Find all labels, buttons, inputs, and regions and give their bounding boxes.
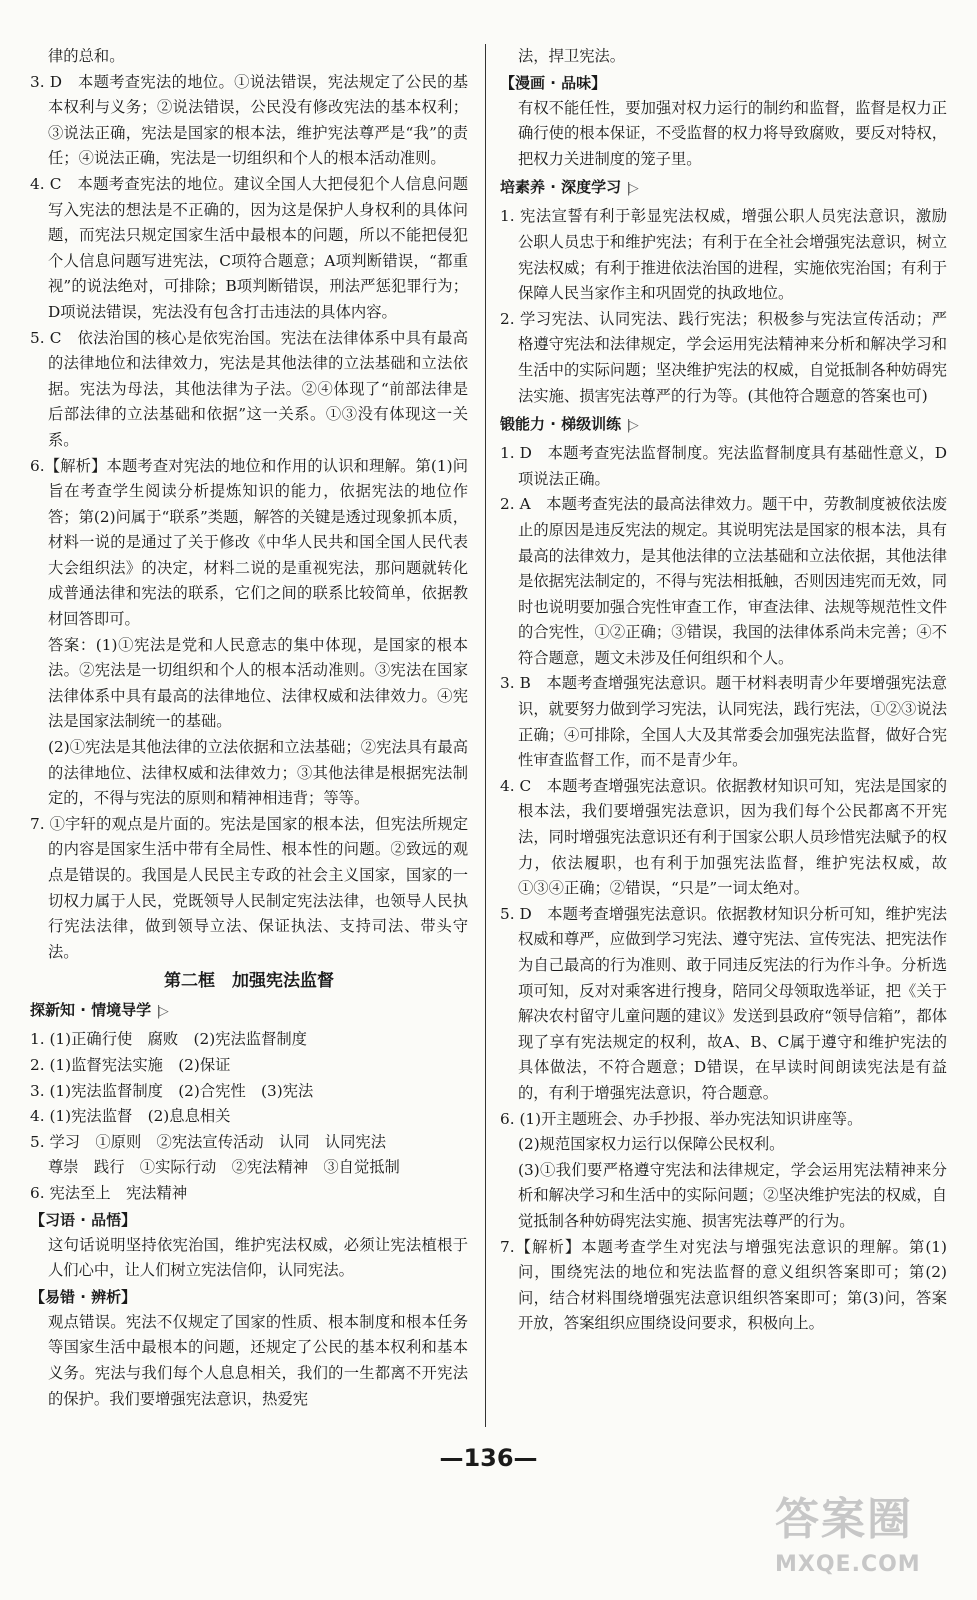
fill-item: 3. (1)宪法监督制度 (2)合宪性 (3)宪法 <box>30 1081 314 1100</box>
left-column <box>30 44 468 1412</box>
box-text: 观点错误。宪法不仅规定了国家的性质、根本制度和根本任务等国家生活中最根本的问题，还规定了公民的基本权利和基本义务。宪法与我们每个人息息相关，我们的一生都离不开宪法的保护。我们要增强宪法意识，热爱宪 <box>48 1312 468 1408</box>
fill-item: 5. 学习 ①原则 ②宪法宣传活动 认同 认同宪法 <box>30 1132 386 1151</box>
answer-item: 4. C 本题考查宪法的地位。建议全国人大把侵犯个人信息问题写入宪法的想法是不正确的，因为这是保护人身权利的具体问题，而宪法只规定国家生活中最根本的问题，所以不能把侵犯个人信息问题写进宪法，C项符合题意；A项判断错误，“都重视”的说法绝对，可排除；B项判断错误，刑法严惩犯罪行为；D项说法错误，宪法没有包含打击违法的具体内容。 <box>30 174 468 321</box>
answer-text: (2)①宪法是其他法律的立法依据和立法基础；②宪法具有最高的法律地位、法律权威和法律效力；③其他法律是根据宪法制定的，不得与宪法的原则和精神相违背；等等。 <box>48 738 468 808</box>
page-number: —136— <box>439 1444 538 1472</box>
section-heading-label: 锻能力 · 梯级训练 <box>500 415 622 434</box>
box-text: 这句话说明坚持依宪治国，维护宪法权威，必须让宪法植根于人们心中，让人们树立宪法信仰，认同宪法。 <box>48 1235 468 1280</box>
answer-item: 2. A 本题考查宪法的最高法律效力。题干中，劳教制度被依法废止的原因是违反宪法的规定。其说明宪法是国家的根本法，具有最高的法律效力，是其他法律的立法基础和立法依据，其他法律是依据宪法制定的，不得与宪法相抵触，否则因违宪而无效，同时也说明要加强合宪性审查工作，审查法律、法规等规范性文件的合宪性，①②正确；③错误，我国的法律体系尚未完善；④不符合题意，题文未涉及任何组织和个人。 <box>500 495 947 667</box>
right-column <box>500 44 947 1337</box>
fill-item: 尊崇 践行 ①实际行动 ②宪法精神 ③自觉抵制 <box>48 1158 400 1177</box>
arrow-icon: |▷ <box>626 181 637 197</box>
section-heading <box>500 411 947 439</box>
answer-item: 6. (1)开主题班会、办手抄报、举办宪法知识讲座等。 <box>500 1109 863 1128</box>
answer-item: 5. C 依法治国的核心是依宪治国。宪法在法律体系中具有最高的法律地位和法律效力，宪法是其他法律的立法基础和立法依据。宪法为母法，其他法律为子法。②④体现了“前部法律是后部法律的立法基础和依据”这一关系。①③没有体现这一关系。 <box>30 328 468 449</box>
answer-text: 答案：(1)①宪法是党和人民意志的集中体现，是国家的根本法。②宪法是一切组织和个人的根本活动准则。③宪法在国家法律体系中具有最高的法律地位、法律权威和法律效力。④宪法是国家法制统一的基础。 <box>48 635 468 731</box>
answer-item: 2. 学习宪法、认同宪法、践行宪法；积极参与宪法宣传活动；严格遵守宪法和法律规定，学会运用宪法精神来分析和解决学习和生活中的实际问题；坚决维护宪法的权威，自觉抵制各种妨碍宪法实施、损害宪法尊严的行为等。(其他符合题意的答案也可) <box>500 309 947 405</box>
answer-text: (3)①我们要严格遵守宪法和法律规定，学会运用宪法精神来分析和解决学习和生活中的实际问题；②坚决维护宪法的权威，自觉抵制各种妨碍宪法实施、损害宪法尊严的行为。 <box>518 1160 947 1230</box>
box-heading: 【习语 · 品悟】 <box>30 1210 137 1229</box>
section-heading-label: 培素养 · 深度学习 <box>500 178 622 197</box>
box-heading: 【漫画 · 品味】 <box>500 73 607 92</box>
answer-item: 7.【解析】本题考查学生对宪法与增强宪法意识的理解。第(1)问，围绕宪法的地位和宪法监督的意义组织答案即可；第(2)问，结合材料围绕增强宪法意识组织答案即可；第(3)问，答案开放，答案组织应围绕设问要求，积极向上。 <box>500 1237 947 1333</box>
watermark-logo <box>775 1490 955 1595</box>
watermark-text: 答案圈 <box>775 1494 913 1545</box>
box-text: 法，捍卫宪法。 <box>518 47 626 65</box>
box-text: 有权不能任性，要加强对权力运行的制约和监督，监督是权力正确行使的根本保证，不受监督的权力将导致腐败，要反对特权，把权力关进制度的笼子里。 <box>518 98 947 168</box>
column-divider <box>485 44 486 1427</box>
section-title: 第二框 加强宪法监督 <box>164 971 334 992</box>
fill-item: 4. (1)宪法监督 (2)息息相关 <box>30 1107 231 1126</box>
fill-item: 1. (1)正确行使 腐败 (2)宪法监督制度 <box>30 1030 307 1049</box>
answer-item: 1. 宪法宣誓有利于彰显宪法权威，增强公职人员宪法意识，激励公职人员忠于和维护宪法；有利于在全社会增强宪法意识，树立宪法权威；有利于推进依法治国的进程，实施依宪治国；有利于保障人民当家作主和巩固党的执政地位。 <box>500 207 947 303</box>
answer-item: 3. B 本题考查增强宪法意识。题干材料表明青少年要增强宪法意识，就要努力做到学习宪法，认同宪法，践行宪法，①②③说法正确；④可排除，全国人大及其常委会加强宪法监督，做好合宪性审查监督工作，而不是青少年。 <box>500 674 947 770</box>
arrow-icon: |▷ <box>156 1004 167 1020</box>
answer-item: 4. C 本题考查增强宪法意识。依据教材知识可知，宪法是国家的根本法，我们要增强宪法意识，因为我们每个公民都离不开宪法，同时增强宪法意识还有利于国家公职人员珍惜宪法赋予的权力，依法履职，也有利于加强宪法监督，维护宪法权威，故①③④正确；②错误，“只是”一词太绝对。 <box>500 776 947 898</box>
text-line: 律的总和。 <box>48 47 125 65</box>
watermark-url: MXQE.COM <box>775 1552 921 1577</box>
answer-item: 6.【解析】本题考查对宪法的地位和作用的认识和理解。第(1)问旨在考查学生阅读分析提炼知识的能力，依据宪法的地位作答；第(2)问属于“联系”类题，解答的关键是透过现象抓本质，材料一说的是通过了关于修改《中华人民共和国全国人民代表大会组织法》的决定，材料二说的是重视宪法，那问题就转化成普通法律和宪法的联系，它们之间的联系比较简单，依据教材回答即可。 <box>30 456 468 629</box>
answer-text: (2)规范国家权力运行以保障公民权利。 <box>518 1135 785 1154</box>
answer-item: 7. ①宇轩的观点是片面的。宪法是国家的根本法，但宪法所规定的内容是国家生活中带有全局性、根本性的问题。②致远的观点是错误的。我国是人民民主专政的社会主义国家，国家的一切权力属于人民，党既领导人民制定宪法法律，也领导人民执行宪法法律，做到领导立法、保证执法、支持司法、带头守法。 <box>30 814 468 961</box>
fill-item: 6. 宪法至上 宪法精神 <box>30 1183 188 1202</box>
answer-item: 3. D 本题考查宪法的地位。①说法错误，宪法规定了公民的基本权利与义务；②说法错误，公民没有修改宪法的基本权利；③说法正确，宪法是国家的根本法，维护宪法尊严是“我”的责任；④说法正确，宪法是一切组织和个人的根本活动准则。 <box>30 72 468 168</box>
section-heading <box>500 174 947 202</box>
section-heading-label: 探新知 · 情境导学 <box>30 1001 152 1020</box>
answer-item: 5. D 本题考查增强宪法意识。依据教材知识分析可知，维护宪法权威和尊严，应做到学习宪法、遵守宪法、宣传宪法、把宪法作为自己最高的行为准则、敢于同违反宪法的行为作斗争。分析选项可知，反对对乘客进行搜身，陪同父母领取选举证，把《关于解决农村留守儿童问题的建议》发送到县政府“领导信箱”，都体现了享有宪法规定的权利，故A、B、C属于遵守和维护宪法的具体做法，不符合题意；D错误，在早读时间朗读宪法是有益的，有利于增强宪法意识，符合题意。 <box>500 904 947 1102</box>
box-heading: 【易错 · 辨析】 <box>30 1287 137 1306</box>
answer-item: 1. D 本题考查宪法监督制度。宪法监督制度具有基础性意义，D项说法正确。 <box>500 444 947 488</box>
arrow-icon: |▷ <box>626 418 637 434</box>
fill-item: 2. (1)监督宪法实施 (2)保证 <box>30 1055 231 1074</box>
section-heading <box>30 997 468 1025</box>
